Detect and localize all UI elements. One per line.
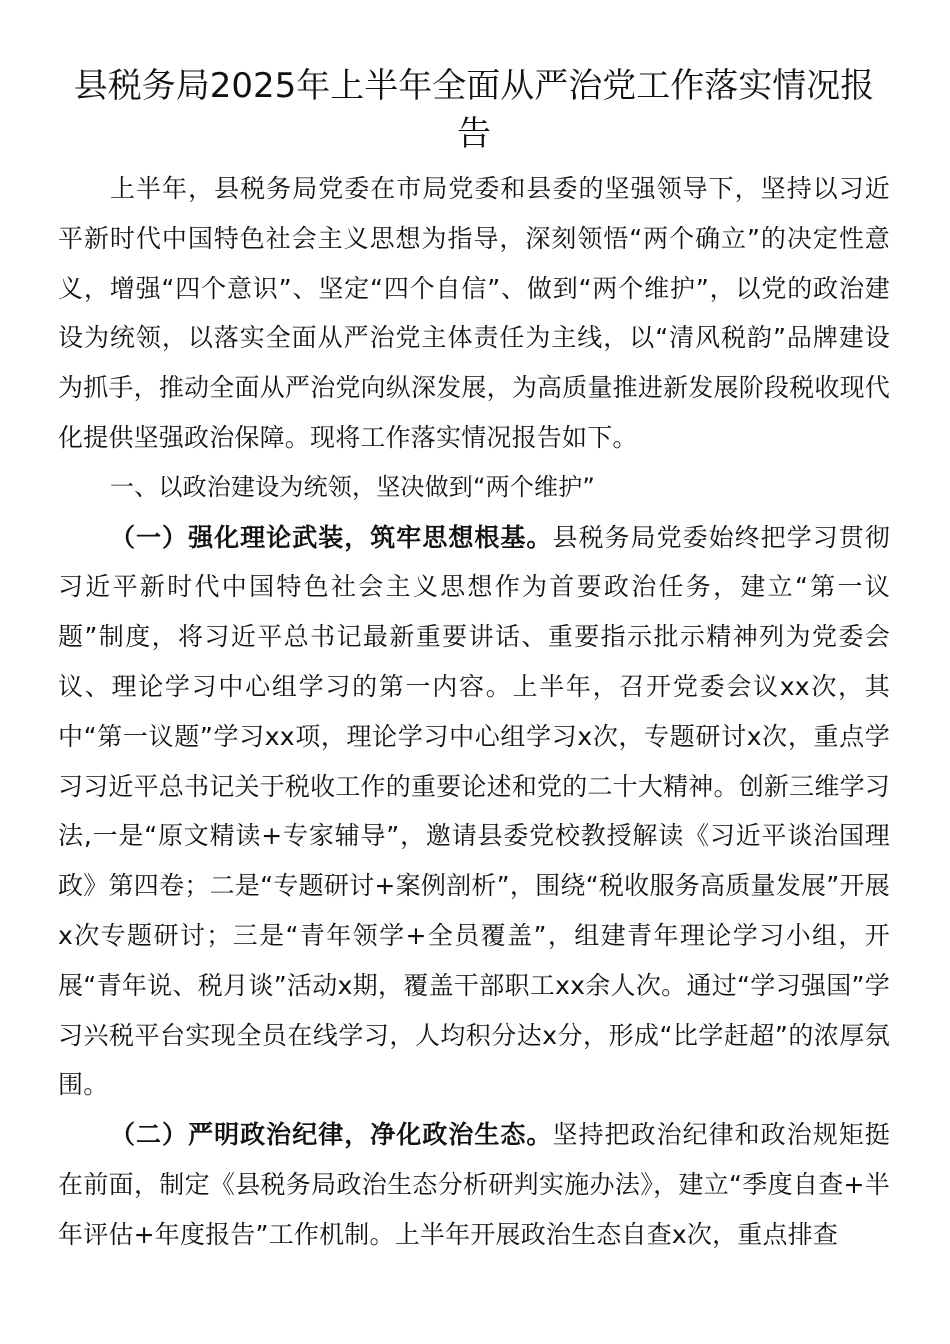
subsection-lead-1: （一）强化理论武装，筑牢思想根基。 xyxy=(110,522,553,552)
subsection-paragraph-1 xyxy=(58,513,890,1111)
subsection-paragraph-2 xyxy=(58,1110,890,1259)
subsection-body-1: 县税务局党委始终把学习贯彻习近平新时代中国特色社会主义思想作为首要政治任务，建立“第一议题”制度，将习近平总书记最新重要讲话、重要指示批示精神列为党委会议、理论学习中心组学习的第一内容。上半年，召开党委会议xx次，其中“第一议题”学习xx项，理论学习中心组学习x次，专题研讨x次，重点学习习近平总书记关于税收工作的重要论述和党的二十大精神。创新三维学习法,一是“原文精读+专家辅导”，邀请县委党校教授解读《习近平谈治国理政》第四卷；二是“专题研讨+案例剖析”，围绕“税收服务高质量发展”开展x次专题研讨；三是“青年领学+全员覆盖”，组建青年理论学习小组，开展“青年说、税月谈”活动x期，覆盖干部职工xx余人次。通过“学习强国”学习兴税平台实现全员在线学习，人均积分达x分，形成“比学赶超”的浓厚氛围。 xyxy=(58,522,890,1100)
section-heading: 一、以政治建设为统领，坚决做到“两个维护” xyxy=(110,472,596,501)
subsection-lead-2: （二）严明政治纪律，净化政治生态。 xyxy=(110,1120,553,1150)
subsection-body-2: 坚持把政治纪律和政治规矩挺在前面，制定《县税务局政治生态分析研判实施办法》，建立“季度自查+半年评估+年度报告”工作机制。上半年开展政治生态自查x次，重点排查 xyxy=(58,1120,890,1249)
intro-paragraph: 上半年，县税务局党委在市局党委和县委的坚强领导下，坚持以习近平新时代中国特色社会主义思想为指导，深刻领悟“两个确立”的决定性意义，增强“四个意识”、坚定“四个自信”、做到“两个维护”，以党的政治建设为统领，以落实全面从严治党主体责任为主线，以“清风税韵”品牌建设为抓手，推动全面从严治党向纵深发展，为高质量推进新发展阶段税收现代化提供坚强政治保障。现将工作落实情况报告如下。 xyxy=(58,174,890,452)
document-title: 县税务局2025年上半年全面从严治党工作落实情况报告 xyxy=(73,66,875,154)
